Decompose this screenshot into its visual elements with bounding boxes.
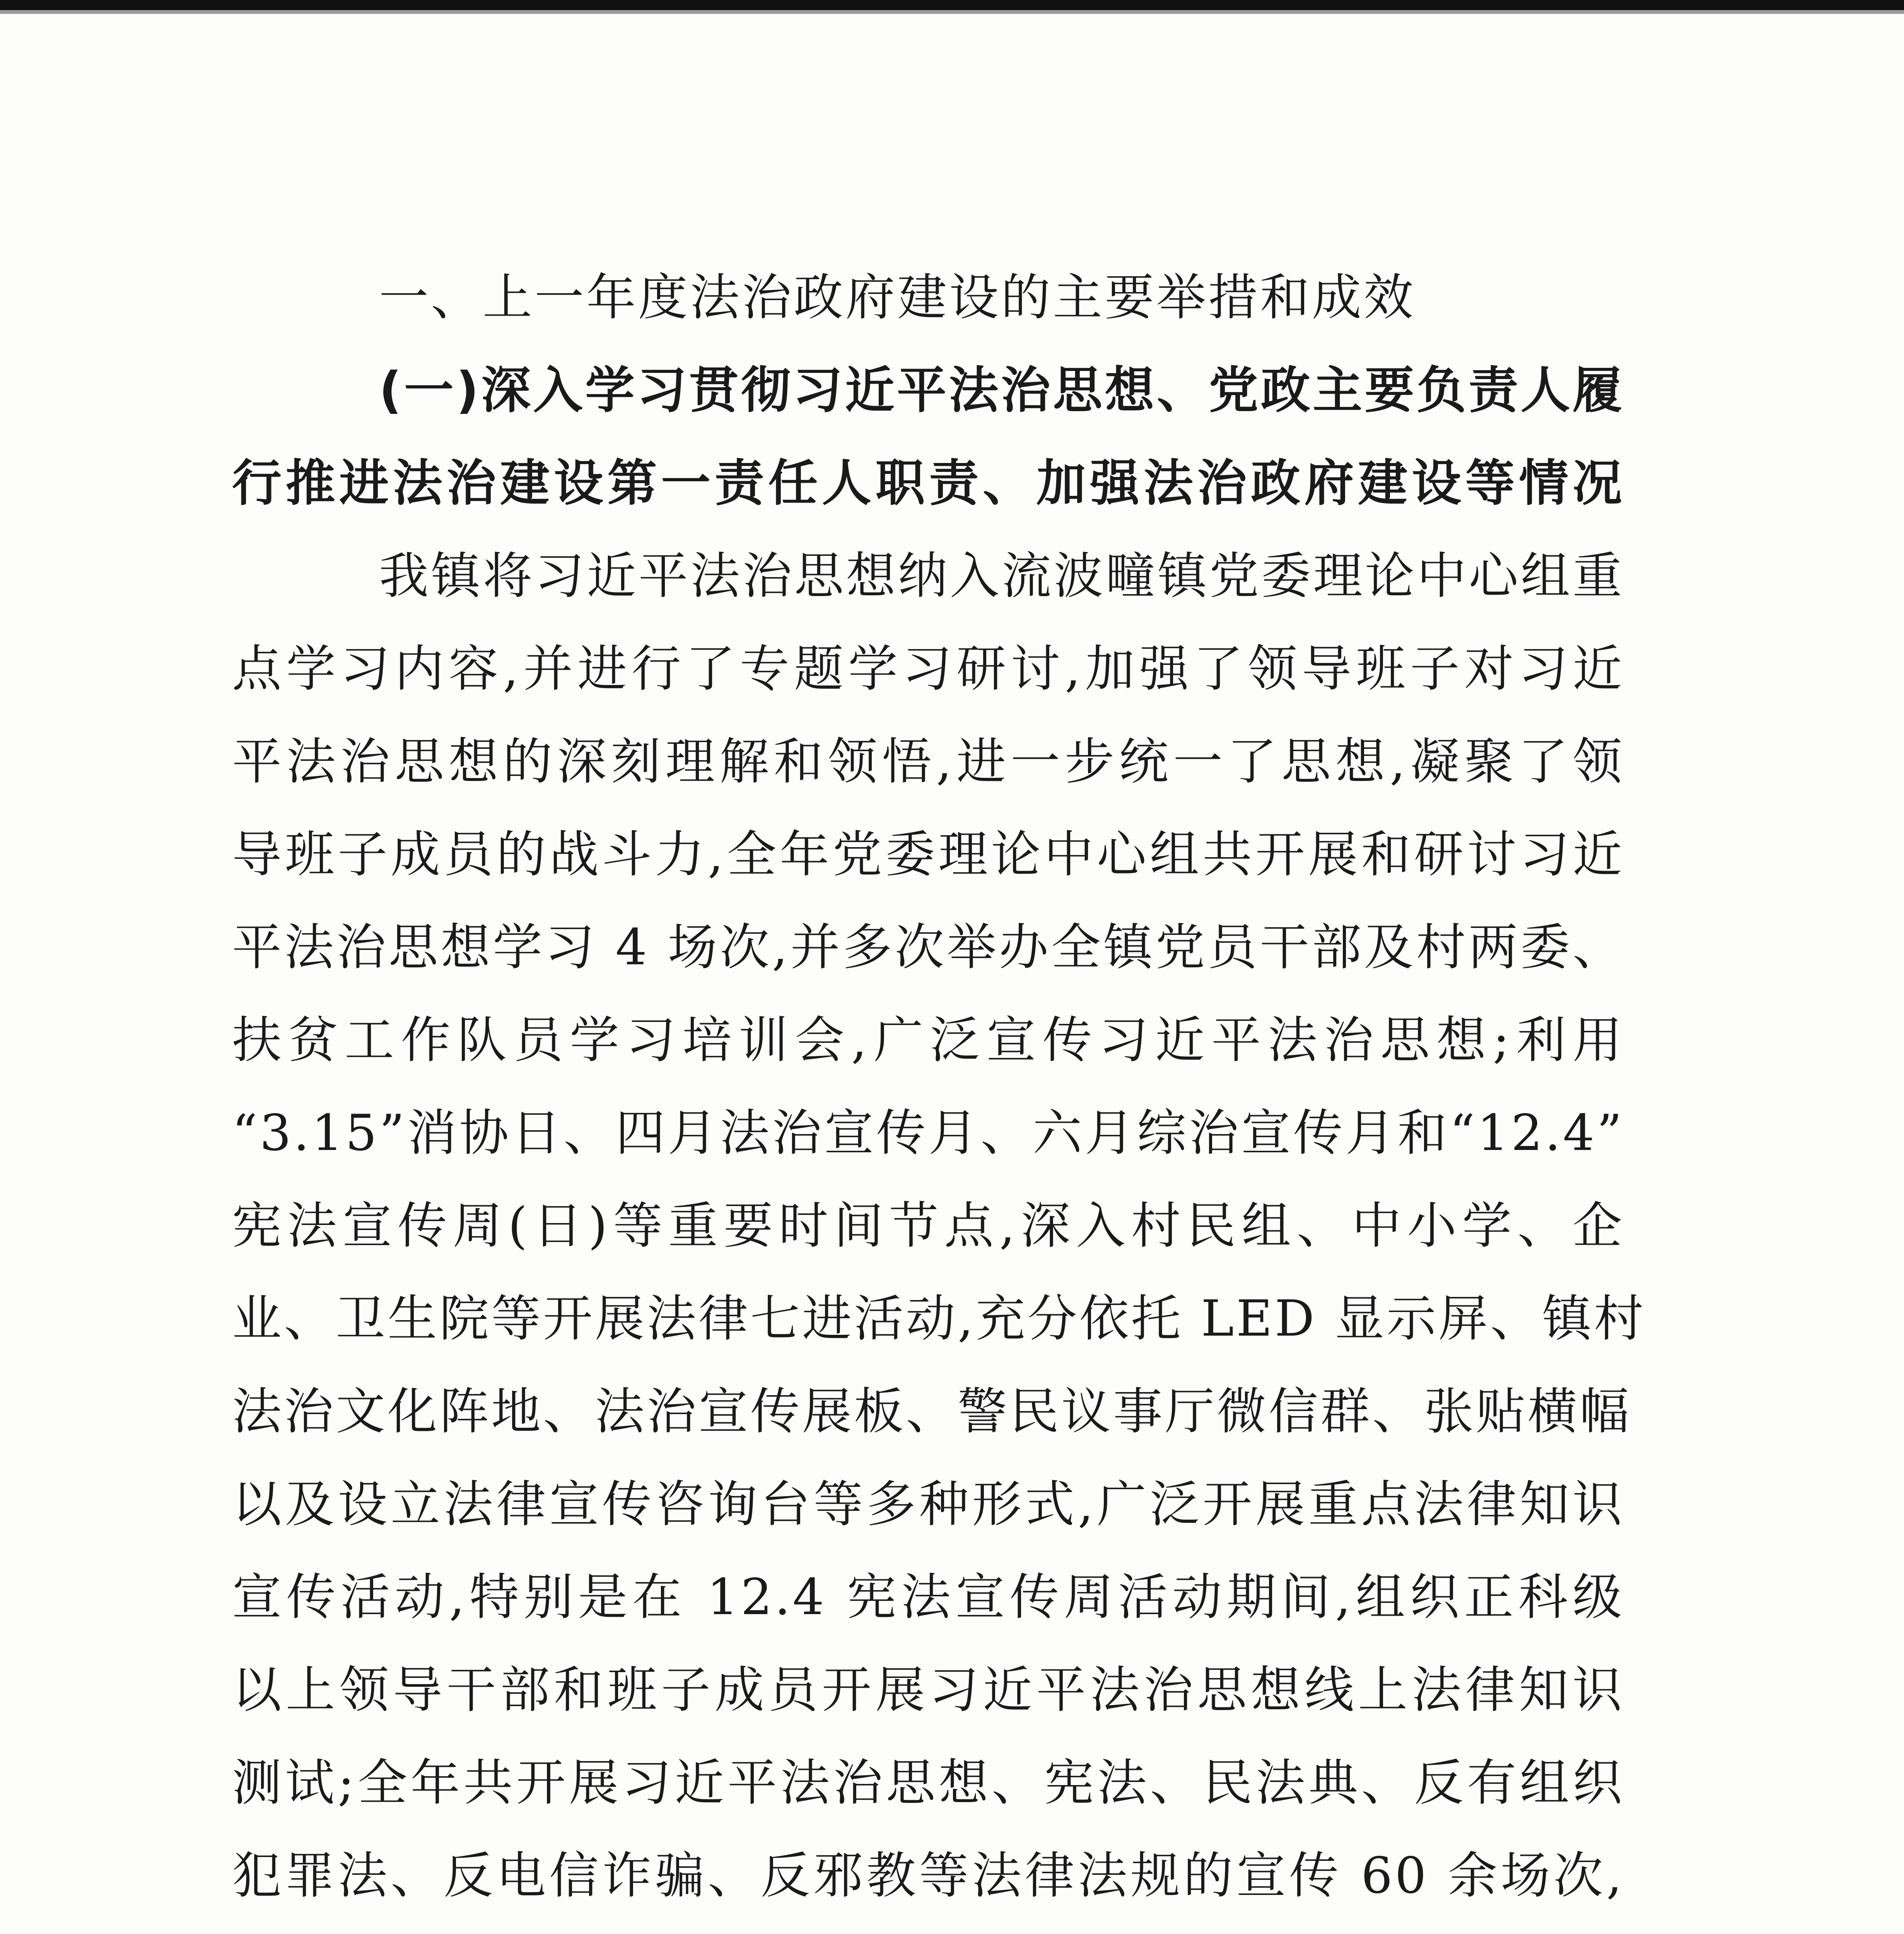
paragraph-1-line-14: 测试;全年共开展习近平法治思想、宪法、民法典、反有组织 (232, 1754, 1624, 1812)
document-body (232, 269, 1646, 1934)
paragraph-1-line-7: “3.15”消协日、四月法治宣传月、六月综治宣传月和“12.4” (232, 1104, 1624, 1162)
paragraph-1-line-5: 平法治思想学习 4 场次,并多次举办全镇党员干部及村两委、 (232, 919, 1624, 976)
paragraph-1-line-4: 导班子成员的战斗力,全年党委理论中心组共开展和研讨习近 (232, 826, 1624, 883)
subsection-heading-line-1: (一)深入学习贯彻习近平法治思想、党政主要负责人履 (379, 362, 1624, 419)
paragraph-1-line-9: 业、卫生院等开展法律七进活动,充分依托 LED 显示屏、镇村 (232, 1290, 1646, 1348)
paragraph-1-line-11: 以及设立法律宣传咨询台等多种形式,广泛开展重点法律知识 (232, 1476, 1624, 1533)
paragraph-1-line-8: 宪法宣传周(日)等重要时间节点,深入村民组、中小学、企 (232, 1197, 1624, 1255)
paragraph-1-line-12: 宣传活动,特别是在 12.4 宪法宣传周活动期间,组织正科级 (232, 1568, 1624, 1626)
paragraph-1-line-1: 我镇将习近平法治思想纳入流波疃镇党委理论中心组重 (379, 547, 1624, 605)
subsection-heading-line-2: 行推进法治建设第一责任人职责、加强法治政府建设等情况 (232, 454, 1624, 512)
paragraph-1-line-10: 法治文化阵地、法治宣传展板、警民议事厅微信群、张贴横幅 (232, 1383, 1632, 1440)
paragraph-1-line-15: 犯罪法、反电信诈骗、反邪教等法律法规的宣传 60 余场次, (232, 1847, 1624, 1905)
paragraph-1-line-13: 以上领导干部和班子成员开展习近平法治思想线上法律知识 (232, 1661, 1624, 1719)
paragraph-1-line-6: 扶贫工作队员学习培训会,广泛宣传习近平法治思想;利用 (232, 1011, 1624, 1069)
paragraph-1-line-3: 平法治思想的深刻理解和领悟,进一步统一了思想,凝聚了领 (232, 733, 1624, 791)
scan-top-border-shadow (0, 10, 1904, 14)
paragraph-1-line-2: 点学习内容,并进行了专题学习研讨,加强了领导班子对习近 (232, 640, 1624, 698)
scan-top-border (0, 0, 1904, 10)
section-heading: 一、上一年度法治政府建设的主要举措和成效 (379, 269, 1416, 326)
